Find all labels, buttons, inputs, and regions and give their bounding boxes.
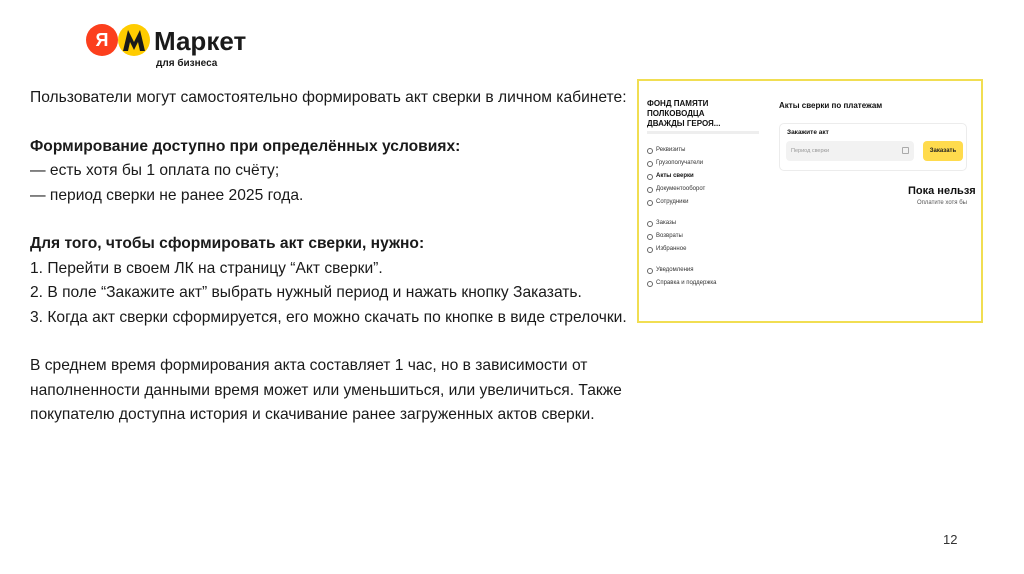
step-item: 3. Когда акт сверки сформируется, его можно скачать по кнопке в виде стрелочки. <box>30 308 627 326</box>
docflow-icon <box>647 187 653 193</box>
period-input[interactable]: Период сверки <box>786 141 914 161</box>
sidebar-item-docflow[interactable] <box>647 183 767 196</box>
org-name-line: ФОНД ПАМЯТИ <box>647 99 709 108</box>
sidebar-item-help[interactable] <box>647 277 767 290</box>
page-title: Акты сверки по платежам <box>779 101 883 110</box>
logo-subtitle: для бизнеса <box>156 58 218 69</box>
sidebar-item-label: Справка и поддержка <box>656 280 717 286</box>
order-act-card <box>779 123 967 171</box>
help-icon <box>647 281 653 287</box>
sidebar-item-label: Уведомления <box>656 267 694 273</box>
slide-body <box>30 86 670 428</box>
sidebar-item-consignees[interactable] <box>647 157 767 170</box>
sidebar-item-employees[interactable] <box>647 196 767 209</box>
sidebar-item-label: Сотрудники <box>656 199 689 205</box>
logo-brand-name: Маркет <box>154 26 247 56</box>
sidebar-item-label: Возвраты <box>656 233 683 239</box>
sidebar-item-label: Грузополучатели <box>656 160 704 166</box>
returns-icon <box>647 234 653 240</box>
condition-item: — период сверки не ранее 2025 года. <box>30 186 304 204</box>
logo-mark-letter: Я <box>95 30 109 50</box>
sidebar-item-label: Акты сверки <box>656 173 694 179</box>
page-number: 12 <box>943 532 958 547</box>
organization-name <box>647 99 759 134</box>
location-pin-icon <box>647 161 653 167</box>
order-button[interactable]: Заказать <box>923 141 963 161</box>
intro-text: Пользователи могут самостоятельно формировать акт сверки в личном кабинете: <box>30 89 627 106</box>
screenshot-sidebar <box>647 99 767 290</box>
calendar-icon[interactable] <box>902 147 909 154</box>
logo-yellow-circle <box>118 24 150 56</box>
sidebar-item-orders[interactable] <box>647 217 767 230</box>
logo-graphic <box>84 20 314 72</box>
note-text: В среднем время формирования акта составляет 1 час, но в зависимости от наполненности данными время может или уменьшиться, или увеличиться. Также покупателю доступна история и скачивание ранее загруженных актов сверки. <box>30 357 622 423</box>
org-name-line: ДВАЖДЫ ГЕРОЯ... <box>647 119 721 128</box>
sidebar-menu <box>647 144 767 290</box>
sidebar-item-label: Заказы <box>656 220 677 226</box>
empty-state-title: Пока нельзя <box>908 185 976 197</box>
bell-icon <box>647 268 653 274</box>
sidebar-item-favorites[interactable] <box>647 243 767 256</box>
sidebar-item-label: Реквизиты <box>656 147 686 153</box>
sidebar-item-label: Документооборот <box>656 186 706 192</box>
sidebar-item-reconciliation[interactable] <box>647 170 767 183</box>
document-icon <box>647 148 653 154</box>
orders-icon <box>647 221 653 227</box>
step-item: 1. Перейти в своем ЛК на страницу “Акт сверки”. <box>30 259 383 277</box>
heart-icon <box>647 247 653 253</box>
cabinet-screenshot <box>637 79 983 323</box>
sidebar-item-notifications[interactable] <box>647 264 767 277</box>
order-act-label: Закажите акт <box>787 129 829 136</box>
step-item: 2. В поле “Закажите акт” выбрать нужный период и нажать кнопку Заказать. <box>30 284 582 301</box>
sidebar-item-requisites[interactable] <box>647 144 767 157</box>
conditions-heading: Формирование доступно при определённых условиях: <box>30 137 461 155</box>
empty-state-subtitle: Оплатите хотя бы <box>917 200 967 206</box>
reconciliation-icon <box>647 174 653 180</box>
steps-heading: Для того, чтобы сформировать акт сверки, нужно: <box>30 235 425 252</box>
yandex-market-logo <box>84 20 314 72</box>
org-name-line: ПОЛКОВОДЦА <box>647 109 705 118</box>
sidebar-item-label: Избранное <box>656 246 687 252</box>
condition-item: — есть хотя бы 1 оплата по счёту; <box>30 162 280 179</box>
user-icon <box>647 200 653 206</box>
screenshot-main <box>779 101 979 206</box>
sidebar-item-returns[interactable] <box>647 230 767 243</box>
